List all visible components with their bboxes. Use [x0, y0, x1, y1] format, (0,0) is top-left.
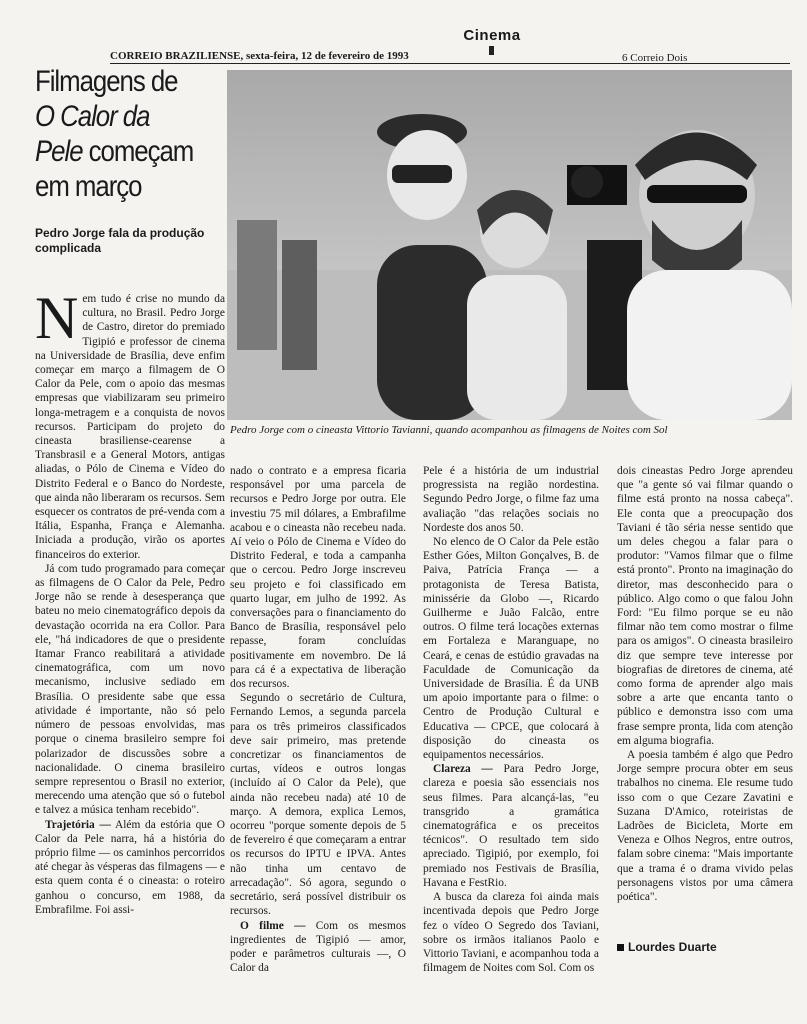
section-marker — [489, 46, 494, 55]
article-subhead: Pedro Jorge fala da produção complicada — [35, 226, 205, 255]
article-headline — [35, 64, 198, 204]
column-4-paragraph-1: dois cineastas Pedro Jorge aprendeu que "a gente só vai filmar quando o filme está pronto na nossa cabeça". Ele conta que a preocupação dos Taviani é tão séria nesse sentido que um deles chegou a falar para o produtor: "Vamos filmar que o filme está pronto". Pronto na imaginação do diretor, mas desconhecido para o público. Algo como o que falou John Ford: "Eu filmo porque se eu não filmar não tem como mostrar o filme para os amigos". O cineasta brasileiro diz que sempre teve interesse por biografias de diretores de cinema, até como forma de aprender algo mais sobre a arte que encanta tanto o público e demonstra isso com uma frase sempre pronta, lida com atenção em alguma biografia. — [617, 465, 793, 747]
column-3-paragraph-1: Pele é a história de um industrial progressista na região nordestina. Segundo Pedro Jorge, o filme faz uma avaliação "das relações sociais no Nordeste dos anos 50. — [423, 465, 599, 534]
article-column-2 — [230, 464, 406, 975]
page-label: 6 Correio Dois — [622, 52, 688, 64]
subsection-clareza: Clareza — — [433, 763, 493, 776]
drop-cap: N — [35, 285, 79, 351]
section-title: Cinema — [463, 27, 521, 44]
article-column-3 — [423, 464, 599, 975]
article-column-4 — [617, 464, 793, 904]
column-2-paragraph-2: Segundo o secretário de Cultura, Fernando Lemos, a segunda parcela para os três primeiros classificados deve sair primeiro, mas pretende concretizar os financiamentos de curtas, vídeos e outros longas (incluído aí O Calor da Pele), que ainda não recebeu nada) até 10 de março. A demora, explica Lemos, ocorreu "porque somente depois de 5 de fevereiro é que começaram a entrar os recursos do IPTU e IPVA. Antes não tinha um centavo de arrecadação". Só agora, segundo o secretário, será possível distribuir os recursos. — [230, 692, 406, 918]
column-1-paragraph-3: Além da estória que O Calor da Pele narra, há a história do próprio filme — os caminhos percorridos até chegar às vésperas das filmagens — e esta quem conta é o cineasta: o roteiro ganhou o concurso, em 1988, da Embrafilme. Foi assi- — [35, 818, 226, 916]
headline-text-1: Filmagens de — [35, 65, 178, 98]
byline-author: Lourdes Duarte — [628, 940, 717, 954]
header-rule — [110, 63, 790, 64]
headline-film-title: O Calor da Pele — [35, 100, 150, 168]
headline-text-2: começam em março — [35, 135, 194, 203]
column-1-paragraph-2: Já com tudo programado para começar as filmagens de O Calor da Pele, Pedro Jorge não se rende à desesperança que bateu no meio cinematográfico depois da devastação ocorrida na era Collor. Para ele, "há indicadores de que o presidente Itamar Franco reabilitará a atividade cinematográfica, com um novo mecanismo, inclusive sediado em Brasília. O presidente sabe que essa atividade é importante, não só pelo número de pessoas envolvidas, mas porque o cinema brasileiro sempre foi polarizador de discussões sobre a nacionalidade. O cinema brasileiro sempre representou o Brasil no exterior, merecendo uma atenção que só o futebol e talvez a música tenham recebido". — [35, 562, 225, 817]
article-photo — [227, 70, 792, 420]
subsection-o-filme: O filme — — [240, 919, 306, 932]
article-column-1 — [35, 285, 226, 917]
column-1-paragraph-1: em tudo é crise no mundo da cultura, no Brasil. Pedro Jorge de Castro, diretor do premiado Tigipió e professor de cinema na Universidade de Brasília, deve enfim começar em março a filmagem de O Calor da Pele, com o apoio das mesmas empresas que viabilizaram seu primeiro longa-metragem e a conquista de novos recursos. Participam do projeto do cineasta brasiliense-cearense a Transbrasil e a General Motors, antigas aliadas, o Pólo de Cinema e Vídeo do Distrito Federal e o Banco do Nordeste, que ainda não liberaram os recursos. Sem esquecer os contratos de pré-venda com a Itália, Espanha, França e Alemanha. Iniciada a produção, virão os aportes financeiros do exterior. — [35, 293, 225, 561]
column-3-paragraph-3: Para Pedro Jorge, clareza e poesia são essenciais nos seus filmes. Para alcançá-las, "eu transgrido a gramática cinematográfica e os preceitos técnicos". O resultado tem sido apreciado. Tigipió, por exemplo, foi premiado nos Festivais de Brasília, Havana e FestRio. — [423, 763, 600, 889]
column-3-paragraph-4: A busca da clareza foi ainda mais incentivada depois que Pedro Jorge fez o vídeo O Segredo dos Taviani, sobre os irmãos italianos Paolo e Vittorio Taviani, e acompanhou toda a filmagem de Noites com Sol. Com os — [423, 891, 599, 975]
column-2-paragraph-3: Com os mesmos ingredientes de Tigipió — amor, poder e parâmetros culturais —, O Calor da — [230, 919, 406, 975]
byline-marker — [617, 944, 624, 951]
article-byline — [617, 940, 717, 954]
column-4-paragraph-2: A poesia também é algo que Pedro Jorge sempre procura obter em seus trabalhos no cinema. Ele resume tudo isso com o que Cezare Zavatini e Suzana D'Amico, roteiristas de Ladrões de Bicicleta, Morte em Veneza e Olhos Negros, entre outros, falam sobre cinema: "Mais importante que a trama é o drama vivido pelas personagens vistos por uma câmera poética". — [617, 749, 793, 904]
column-3-paragraph-2: No elenco de O Calor da Pele estão Esther Góes, Milton Gonçalves, B. de Paiva, Patrícia França — a protagonista de Teresa Batista, minissérie da Globo —, Ricardo Guilherme e Juão Falcão, entre outros. O filme terá locações externas em Fortaleza e Maranguape, no Ceará, e cenas de estúdio gravadas na Faculdade de Comunicação da Universidade de Brasília. É da UNB um apoio importante para o filme: o Centro de Produção Cultural e Educativa — CPCE, que colocará à disposição do cineasta os equipamentos necessários. — [423, 536, 599, 762]
subsection-trajetoria: Trajetória — — [45, 818, 111, 831]
newspaper-dateline: CORREIO BRAZILIENSE, sexta-feira, 12 de fevereiro de 1993 — [110, 50, 409, 62]
photo-caption: Pedro Jorge com o cineasta Vittorio Tavianni, quando acompanhou as filmagens de Noites com Sol — [230, 424, 668, 436]
column-2-paragraph-1: nado o contrato e a empresa ficaria responsável por uma parcela de recursos e Pedro Jorge por outra. Ele investiu 75 mil dólares, a Embrafilme acabou e o cineasta não recebeu nada. Aí veio o Pólo de Cinema e Vídeo do Distrito Federal, e toda a campanha que o cercou. Pedro Jorge inscreveu seu projeto e foi classificado em quarto lugar, em julho de 1992. As conversações para o financiamento do Banco de Brasília, responsável pelo repasse, foram concluídas positivamente em novembro. De lá para cá é a expectativa de liberação dos recursos. — [230, 465, 406, 691]
photo-illustration — [227, 70, 792, 420]
